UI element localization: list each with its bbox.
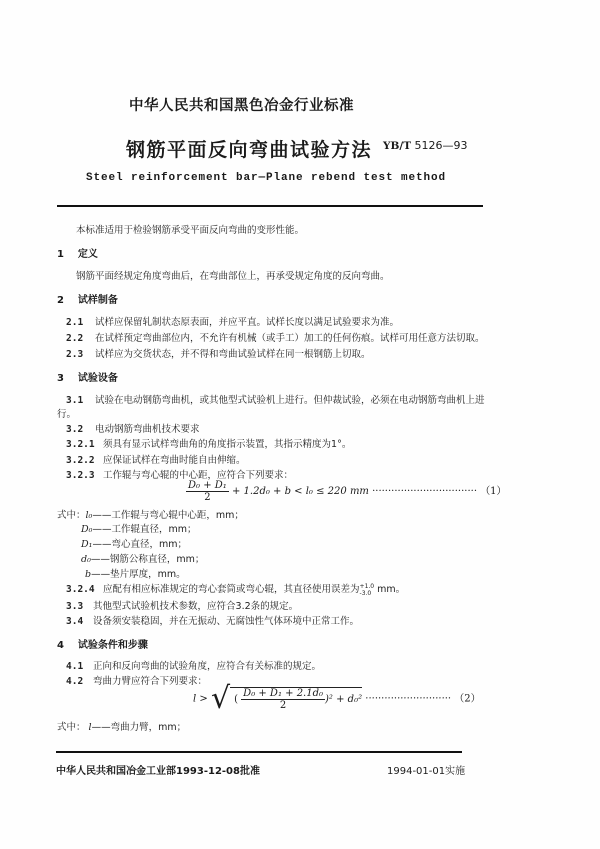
section-number: 1 [57,249,64,260]
section-title: 试样制备 [77,295,118,306]
variable-description: ——垫片厚度，mm。 [91,569,186,580]
standard-code-prefix: YB/T [383,140,412,152]
english-title: Steel reinforcement bar—Plane rebend test method [86,172,447,184]
clause-4-1 [66,658,321,672]
clause-number: 3.4 [66,616,84,627]
clause-text: 试样应为交货状态，并不得和弯曲试验试样在同一根钢筋上切取。 [95,349,371,360]
footer-divider [56,751,462,753]
section-1-text: 钢筋平面经规定角度弯曲后，在弯曲部位上，再承受规定角度的反向弯曲。 [76,271,390,282]
clause-text: 应配有相应标准规定的弯心套筒或弯心辊，其直径使用误差为 [103,584,360,595]
clause-number: 3.2.4 [66,584,95,595]
variable-description: ——弯曲力臂，mm； [91,722,187,733]
clause-3-2-4 [66,581,405,597]
section-title: 试验条件和步骤 [77,640,148,651]
leader-dots: ··························· [365,693,452,705]
variable-description: ——工作辊与弯心辊中心距，mm； [92,510,244,521]
clause-3-2 [66,421,200,435]
clause-text: 电动钢筋弯曲机技术要求 [95,424,200,435]
clause-number: 3.3 [66,601,84,612]
formula-1-rest: + 1.2d₀ + b < l₀ ≤ 220 mm [231,486,369,497]
clause-number: 4.2 [66,676,84,687]
where-1-row-3 [81,551,204,565]
variable-symbol: l [88,722,92,733]
clause-text: 工作辊与弯心辊的中心距，应符合下列要求： [103,470,294,481]
effective-date: 1994-01-01实施 [387,766,466,777]
variable-symbol: d₀ [81,554,91,565]
clause-3-2-1 [66,436,351,450]
header-divider [57,205,483,207]
variable-symbol: l₀ [85,510,93,521]
clause-2-3 [66,346,371,360]
clause-text: 在试样预定弯曲部位内，不允许有机械（或手工）加工的任何伤痕。试样可用任意方法切取。 [95,333,485,344]
clause-3-4 [66,613,359,627]
clause-2-1 [66,314,399,328]
numerator: D₀ + D₁ [188,480,227,491]
leader-dots: ································· [372,486,477,497]
clause-4-2 [66,673,207,687]
clause-text: 试样应保留轧制状态原表面，并应平直。试样长度以满足试验要求为准。 [95,317,400,328]
clause-number: 3.2.2 [66,455,95,466]
formula-2-label: （2） [454,693,481,705]
formula-1-label: （1） [480,486,507,497]
formula-2-lhs: l > [193,693,208,705]
numerator: D₀ + D₁ + 2.1d₀ [243,688,324,699]
document-title: 钢筋平面反向弯曲试验方法 [126,139,373,161]
variable-description: ——工作辊直径，mm； [92,524,197,535]
clause-number: 3.1 [66,395,84,406]
formula-2-tail: )² + d₀² [325,694,363,705]
where-1-row-4 [85,566,186,580]
clause-3-3 [66,598,298,612]
clause-text: 须具有显示试样弯曲角的角度指示装置，其指示精度为1°。 [103,439,352,450]
unit: mm。 [377,584,406,595]
clause-number: 3.2.1 [66,439,95,450]
clause-number: 2.2 [66,333,84,344]
where-label: 式中： [57,510,86,521]
where-1-row-1 [81,521,196,535]
square-root-symbol: √ [210,681,231,716]
formula-2-fraction [241,688,325,711]
formula-2 [193,681,481,716]
clause-number: 3.2 [66,424,84,435]
clause-2-2 [66,330,485,344]
clause-3-1 [66,392,485,406]
clause-number: 2.1 [66,317,84,328]
section-title: 定义 [77,249,98,260]
clause-text: 试验在电动钢筋弯曲机，或其他型式试验机上进行。但仲裁试验，必须在电动钢筋弯曲机上进 [95,395,485,406]
clause-3-2-2 [66,452,246,466]
clause-text: 其他型式试验机技术参数，应符合3.2条的规定。 [93,601,299,612]
denominator: 2 [279,700,287,711]
section-3-heading [57,369,118,384]
tolerance-lower: -3.0 [359,589,372,597]
section-1-heading [57,245,98,260]
section-title: 试验设备 [77,373,118,384]
clause-number: 4.1 [66,661,84,672]
tolerance-upper: +1.0 [359,582,375,590]
tolerance [360,583,375,597]
standard-code [383,139,468,152]
clause-number: 2.3 [66,349,84,360]
clause-text: 弯曲力臂应符合下列要求： [93,676,208,687]
radicand: ( $\frac{\text{D₀ + D₁ + 2.1d₀}}{2}$ )² + d₀² [230,687,362,711]
variable-description: ——弯心直径，mm； [92,539,187,550]
section-number: 4 [57,640,64,651]
where-2-row-0 [57,719,186,733]
scope-statement: 本标准适用于检验钢筋承受平面反向弯曲的变形性能。 [76,225,305,236]
variable-symbol: b [85,569,92,580]
clause-text: 正向和反向弯曲的试验角度，应符合有关标准的规定。 [93,661,322,672]
where-1-row-2 [81,536,187,550]
variable-symbol: D₁ [81,539,93,550]
clause-3-2-3 [66,467,293,481]
denominator: 2 [204,492,211,503]
formula-1-fraction [186,480,229,503]
where-1-row-0 [57,507,244,521]
variable-description: ——钢筋公称直径，mm； [90,554,205,565]
formula-1 [186,480,507,503]
clause-3-1-continuation: 行。 [57,409,77,420]
section-number: 2 [57,295,64,306]
where-label: 式中： [57,722,86,733]
section-2-heading [57,291,118,306]
clause-text: 设备须安装稳固，并在无振动、无腐蚀性气体环境中正常工作。 [93,616,360,627]
clause-text: 应保证试样在弯曲时能自由伸缩。 [103,455,246,466]
standard-code-number: 5126—93 [414,139,468,152]
section-number: 3 [57,373,64,384]
issuing-organization: 中华人民共和国黑色冶金行业标准 [129,98,354,114]
clause-number: 3.2.3 [66,470,95,481]
section-4-heading [57,636,148,651]
approval-statement: 中华人民共和国冶金工业部1993-12-08批准 [56,766,260,777]
variable-symbol: D₀ [81,524,93,535]
